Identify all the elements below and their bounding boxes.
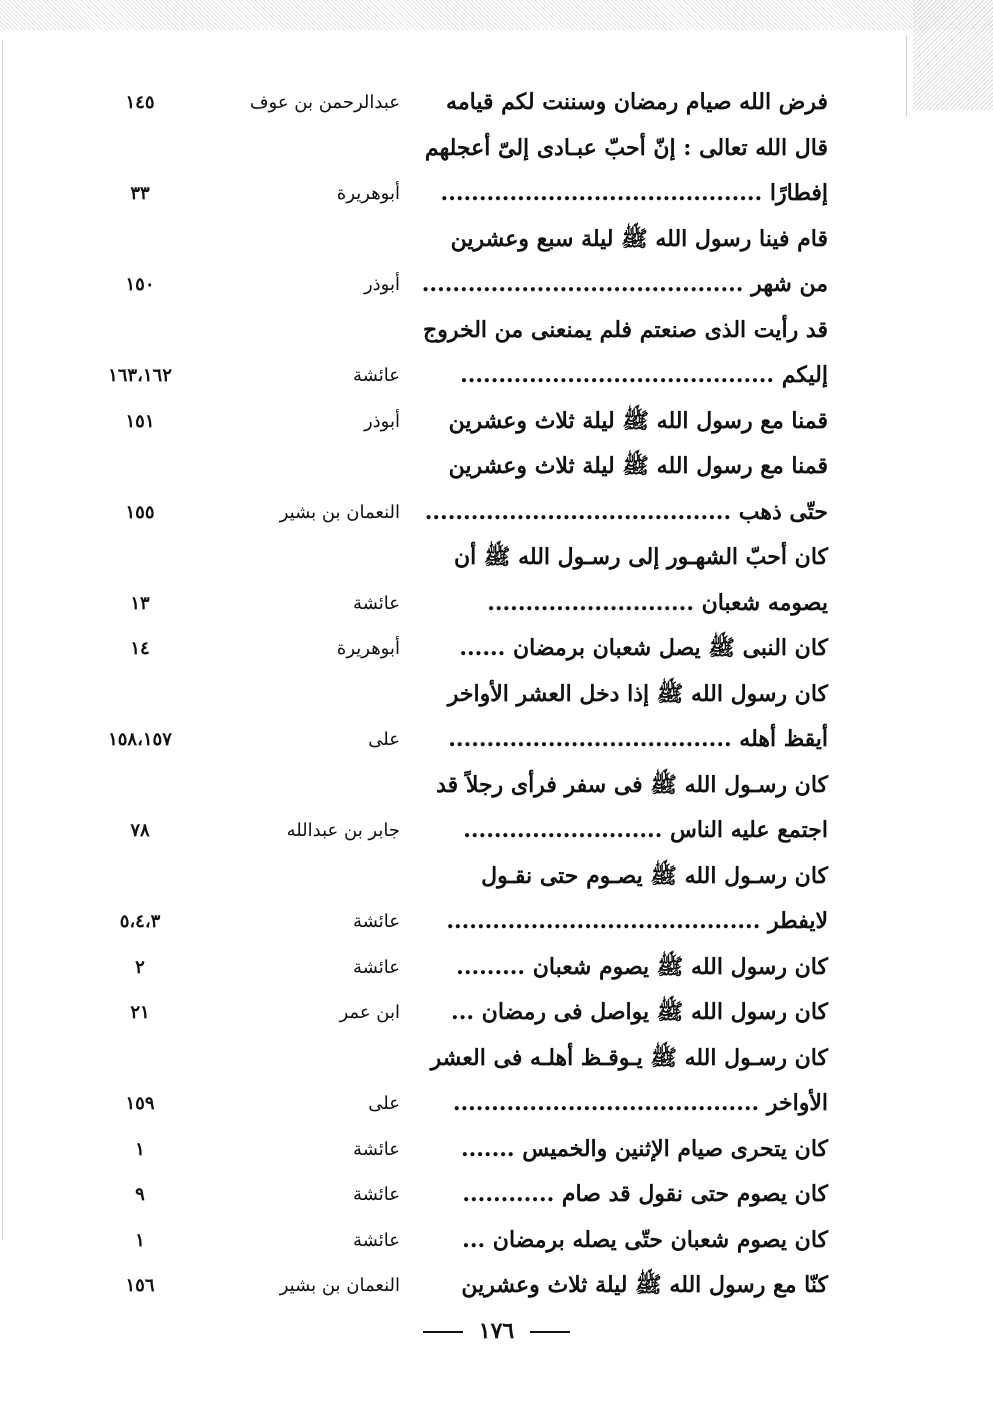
- hadith-page-number: ١٥٨،١٥٧: [108, 729, 172, 750]
- index-row: [90, 763, 840, 809]
- hadith-page-number: [90, 1036, 190, 1082]
- index-row: [90, 353, 840, 399]
- scan-noise-corner: [913, 0, 993, 110]
- hadith-text: كان رسول الله ﷺ يواصل فى رمضان ...: [451, 999, 828, 1025]
- hadith-page-number: ١٤٥: [125, 92, 155, 113]
- hadith-page-number: ٢: [135, 956, 145, 978]
- hadith-page-number: ١٥٥: [125, 501, 155, 523]
- narrator-name: النعمان بن بشير: [279, 1275, 400, 1296]
- hadith-text: كان يصوم شعبان حتّى يصله برمضان ...: [462, 1226, 828, 1253]
- narrator-name: أبوذر: [363, 410, 400, 432]
- hadith-text: كان رسـول الله ﷺ فى سفر فرأى رجلاً قد: [436, 771, 828, 798]
- index-row: [90, 1036, 840, 1082]
- hadith-page-number: ١٤: [130, 638, 150, 659]
- hadith-text: كان أحبّ الشهـور إلى رسـول الله ﷺ أن: [453, 544, 828, 570]
- index-row: [90, 126, 840, 172]
- narrator-name: عائشة: [353, 911, 400, 932]
- narrator-name: على: [368, 729, 400, 750]
- narrator-name: عائشة: [353, 1184, 400, 1205]
- hadith-text: كنّا مع رسول الله ﷺ ليلة ثلاث وعشرين: [461, 1272, 828, 1298]
- hadith-page-number: ١: [135, 1229, 145, 1251]
- index-row: [90, 626, 840, 672]
- index-row: [90, 262, 840, 308]
- hadith-page-number: [90, 217, 190, 263]
- hadith-text: كان يتحرى صيام الإثنين والخميس .......: [460, 1135, 828, 1162]
- hadith-page-number: ١٥٩: [125, 1093, 155, 1114]
- index-row: [90, 1172, 840, 1218]
- index-row: [90, 1081, 840, 1127]
- hadith-text: كان يصوم حتى نقول قد صام ............: [462, 1181, 828, 1207]
- footer-page-number: ١٧٦: [478, 1318, 515, 1344]
- hadith-text: من شهر ..........................................: [421, 271, 828, 297]
- hadith-text: كان النبى ﷺ يصل شعبان برمضان ......: [459, 635, 828, 661]
- hadith-text: اجتمع عليه الناس ..........................: [463, 817, 828, 843]
- hadith-page-number: ٣٣: [130, 183, 150, 204]
- hadith-text: كان رسـول الله ﷺ يصـوم حتى نقـول: [481, 862, 828, 889]
- hadith-text: لايفطر .........................................: [446, 908, 828, 934]
- hadith-page-number: ١٦٣،١٦٢: [108, 365, 172, 386]
- footer-dash-right: [530, 1331, 570, 1333]
- narrator-name: عائشة: [353, 1138, 400, 1160]
- hadith-page-number: ١٥٠: [125, 274, 155, 295]
- narrator-name: عائشة: [353, 956, 400, 978]
- hadith-page-number: [90, 854, 190, 900]
- narrator-name: على: [368, 1093, 400, 1114]
- hadith-page-number: ١: [135, 1138, 145, 1160]
- narrator-name: عائشة: [353, 1229, 400, 1251]
- hadith-page-number: ٢١: [130, 1002, 150, 1023]
- index-row: [90, 1127, 840, 1173]
- hadith-page-number: ١٣: [130, 592, 150, 614]
- index-row: [90, 399, 840, 445]
- hadith-page-number: [90, 763, 190, 809]
- index-row: [90, 171, 840, 217]
- hadith-page-number: ٧٨: [130, 820, 150, 841]
- index-row: [90, 717, 840, 763]
- index-row: [90, 581, 840, 627]
- index-row: [90, 808, 840, 854]
- narrator-name: ابن عمر: [339, 1002, 400, 1023]
- hadith-page-number: [90, 672, 190, 718]
- hadith-text: يصومه شعبان ...........................: [487, 589, 828, 616]
- narrator-name: عبدالرحمن بن عوف: [249, 92, 400, 113]
- hadith-page-number: [90, 535, 190, 581]
- hadith-index-table: [90, 80, 840, 1309]
- hadith-text: فرض الله صيام رمضان وسننت لكم قيامه: [446, 89, 828, 115]
- hadith-text: قال الله تعالى : إنّ أحبّ عبـادى إلىّ أعجلهم: [424, 134, 828, 161]
- footer-dash-left: [423, 1331, 463, 1333]
- index-row: [90, 80, 840, 126]
- hadith-page-number: ١٥٦: [125, 1275, 155, 1296]
- narrator-name: عائشة: [353, 592, 400, 614]
- index-row: [90, 990, 840, 1036]
- page-footer: [0, 1318, 993, 1344]
- page-edge-right: [906, 36, 907, 116]
- narrator-name: النعمان بن بشير: [279, 501, 400, 523]
- hadith-page-number: ٩: [135, 1184, 145, 1205]
- hadith-text: حتّى ذهب ........................................: [424, 498, 828, 525]
- narrator-name: أبوهريرة: [336, 638, 400, 659]
- index-row: [90, 308, 840, 354]
- narrator-name: أبوهريرة: [336, 183, 400, 204]
- hadith-page-number: ٥،٤،٣: [119, 911, 161, 932]
- index-row: [90, 854, 840, 900]
- index-row: [90, 444, 840, 490]
- hadith-page-number: [90, 444, 190, 490]
- hadith-text: قد رأيت الذى صنعتم فلم يمنعنى من الخروج: [423, 316, 828, 343]
- index-row: [90, 899, 840, 945]
- hadith-page-number: [90, 308, 190, 354]
- hadith-text: إفطارًا ..........................................: [440, 180, 828, 206]
- index-row: [90, 672, 840, 718]
- hadith-page-number: ١٥١: [125, 410, 155, 432]
- index-row: [90, 217, 840, 263]
- index-row: [90, 1218, 840, 1264]
- scan-noise-top: [0, 0, 993, 30]
- index-row: [90, 1263, 840, 1309]
- hadith-text: كان رسـول الله ﷺ يـوقـظ أهلـه فى العشر: [430, 1044, 828, 1071]
- hadith-text: قمنا مع رسول الله ﷺ ليلة ثلاث وعشرين: [448, 407, 828, 434]
- hadith-text: كان رسول الله ﷺ يصوم شعبان .........: [456, 953, 828, 980]
- hadith-text: كان رسول الله ﷺ إذا دخل العشر الأواخر: [447, 680, 828, 707]
- index-row: [90, 490, 840, 536]
- hadith-text: قام فينا رسول الله ﷺ ليلة سبع وعشرين: [450, 225, 828, 252]
- hadith-text: قمنا مع رسول الله ﷺ ليلة ثلاث وعشرين: [448, 453, 828, 479]
- page-edge-left: [2, 40, 3, 1240]
- hadith-text: الأواخر ........................................: [452, 1090, 828, 1116]
- narrator-name: عائشة: [353, 365, 400, 386]
- narrator-name: جابر بن عبدالله: [286, 820, 400, 841]
- index-row: [90, 535, 840, 581]
- hadith-page-number: [90, 126, 190, 172]
- hadith-text: أيقظ أهله .....................................: [448, 726, 828, 752]
- hadith-text: إليكم .........................................: [460, 362, 828, 388]
- index-row: [90, 945, 840, 991]
- narrator-name: أبوذر: [363, 274, 400, 295]
